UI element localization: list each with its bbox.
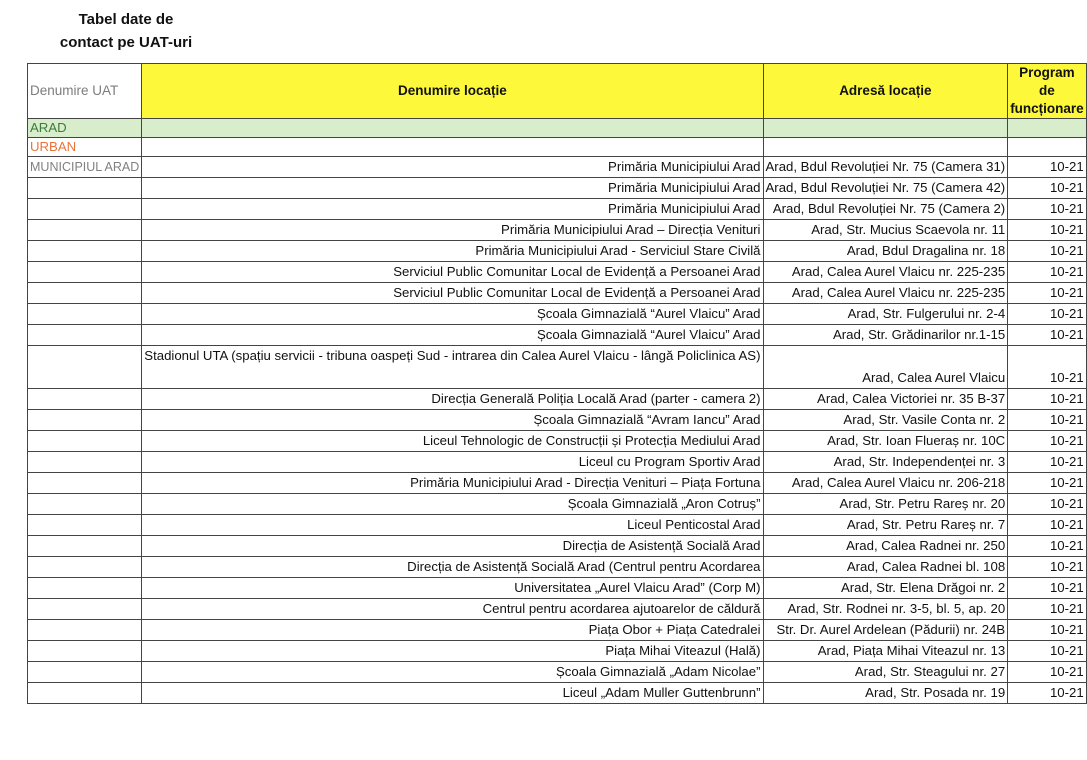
program-cell: 10-21	[1008, 262, 1087, 283]
address-cell: Arad, Str. Rodnei nr. 3-5, bl. 5, ap. 20	[763, 599, 1008, 620]
program-cell: 10-21	[1008, 599, 1087, 620]
location-cell: Școala Gimnazială “Avram Iancu” Arad	[142, 410, 763, 431]
program-cell: 10-21	[1008, 241, 1087, 262]
program-cell: 10-21	[1008, 620, 1087, 641]
uat-cell	[28, 557, 142, 578]
program-cell: 10-21	[1008, 515, 1087, 536]
location-cell: Piața Mihai Viteazul (Hală)	[142, 641, 763, 662]
address-cell: Arad, Calea Radnei bl. 108	[763, 557, 1008, 578]
address-cell: Arad, Str. Posada nr. 19	[763, 683, 1008, 704]
document-title-line-1: Tabel date de	[78, 11, 174, 28]
uat-cell	[28, 304, 142, 325]
address-cell: Arad, Str. Steagului nr. 27	[763, 662, 1008, 683]
county-label: ARAD	[28, 119, 142, 138]
urban-label: URBAN	[28, 138, 142, 157]
address-cell: Arad, Bdul Revoluției Nr. 75 (Camera 2)	[763, 199, 1008, 220]
table-row	[28, 283, 1087, 304]
location-cell: Liceul „Adam Muller Guttenbrunn”	[142, 683, 763, 704]
address-cell: Arad, Calea Radnei nr. 250	[763, 536, 1008, 557]
table-row	[28, 452, 1087, 473]
program-cell: 10-21	[1008, 325, 1087, 346]
table-row	[28, 599, 1087, 620]
program-cell: 10-21	[1008, 641, 1087, 662]
location-cell: Școala Gimnazială „Aron Cotruș”	[142, 494, 763, 515]
table-row	[28, 473, 1087, 494]
uat-cell	[28, 578, 142, 599]
uat-cell	[28, 473, 142, 494]
address-cell: Arad, Calea Aurel Vlaicu nr. 225-235	[763, 262, 1008, 283]
uat-cell	[28, 283, 142, 304]
table-row	[28, 157, 1087, 178]
address-cell: Str. Dr. Aurel Ardelean (Pădurii) nr. 24B	[763, 620, 1008, 641]
address-cell: Arad, Calea Aurel Vlaicu nr. 206-218	[763, 473, 1008, 494]
location-cell: Primăria Municipiului Arad	[142, 178, 763, 199]
table-row	[28, 557, 1087, 578]
uat-cell	[28, 410, 142, 431]
location-cell: Școala Gimnazială “Aurel Vlaicu” Arad	[142, 304, 763, 325]
address-cell: Arad, Calea Aurel Vlaicu nr. 225-235	[763, 283, 1008, 304]
uat-cell	[28, 346, 142, 389]
location-cell: Școala Gimnazială „Adam Nicolae”	[142, 662, 763, 683]
uat-cell	[28, 431, 142, 452]
table-row	[28, 410, 1087, 431]
program-cell: 10-21	[1008, 452, 1087, 473]
location-cell: Liceul Tehnologic de Construcții și Protecția Mediului Arad	[142, 431, 763, 452]
program-cell: 10-21	[1008, 346, 1087, 389]
urban-row	[28, 138, 1087, 157]
address-cell: Arad, Str. Independenței nr. 3	[763, 452, 1008, 473]
header-location: Denumire locație	[142, 64, 763, 119]
table-row	[28, 641, 1087, 662]
table-row	[28, 346, 1087, 389]
header-program: Program de funcționare	[1008, 64, 1087, 119]
uat-cell	[28, 220, 142, 241]
location-cell: Primăria Municipiului Arad	[142, 199, 763, 220]
document-title-line-2: contact pe UAT-uri	[59, 34, 193, 51]
address-cell: Arad, Calea Victoriei nr. 35 B-37	[763, 389, 1008, 410]
uat-cell	[28, 241, 142, 262]
location-cell: Primăria Municipiului Arad	[142, 157, 763, 178]
address-cell: Arad, Str. Vasile Conta nr. 2	[763, 410, 1008, 431]
location-cell: Serviciul Public Comunitar Local de Evidență a Persoanei Arad	[142, 283, 763, 304]
table-row	[28, 389, 1087, 410]
location-cell: Direcția Generală Poliția Locală Arad (parter - camera 2)	[142, 389, 763, 410]
location-cell: Liceul Penticostal Arad	[142, 515, 763, 536]
table-row	[28, 325, 1087, 346]
location-cell: Primăria Municipiului Arad - Serviciul Stare Civilă	[142, 241, 763, 262]
table-row	[28, 683, 1087, 704]
location-cell: Centrul pentru acordarea ajutoarelor de căldură	[142, 599, 763, 620]
address-cell: Arad, Calea Aurel Vlaicu	[763, 346, 1008, 389]
uat-cell	[28, 494, 142, 515]
address-cell: Arad, Bdul Revoluției Nr. 75 (Camera 42)	[763, 178, 1008, 199]
location-cell: Direcția de Asistență Socială Arad (Centrul pentru Acordarea	[142, 557, 763, 578]
table-row	[28, 304, 1087, 325]
location-cell: Primăria Municipiului Arad – Direcția Venituri	[142, 220, 763, 241]
location-cell: Universitatea „Aurel Vlaicu Arad” (Corp M)	[142, 578, 763, 599]
uat-cell	[28, 536, 142, 557]
program-cell: 10-21	[1008, 557, 1087, 578]
uat-cell	[28, 662, 142, 683]
address-cell: Arad, Bdul Revoluției Nr. 75 (Camera 31)	[763, 157, 1008, 178]
table-body	[28, 119, 1087, 704]
header-uat: Denumire UAT	[28, 64, 142, 119]
uat-cell	[28, 641, 142, 662]
uat-cell	[28, 599, 142, 620]
location-cell: Școala Gimnazială “Aurel Vlaicu” Arad	[142, 325, 763, 346]
county-row	[28, 119, 1087, 138]
contact-table	[27, 63, 1087, 704]
header-row	[28, 64, 1087, 119]
address-cell: Arad, Piața Mihai Viteazul nr. 13	[763, 641, 1008, 662]
uat-cell	[28, 452, 142, 473]
table-row	[28, 431, 1087, 452]
program-cell: 10-21	[1008, 536, 1087, 557]
address-cell: Arad, Str. Petru Rareș nr. 20	[763, 494, 1008, 515]
table-row	[28, 199, 1087, 220]
uat-cell	[28, 515, 142, 536]
program-cell: 10-21	[1008, 683, 1087, 704]
uat-cell	[28, 325, 142, 346]
uat-cell	[28, 199, 142, 220]
program-cell: 10-21	[1008, 389, 1087, 410]
program-cell: 10-21	[1008, 199, 1087, 220]
program-cell: 10-21	[1008, 662, 1087, 683]
program-cell: 10-21	[1008, 431, 1087, 452]
program-cell: 10-21	[1008, 494, 1087, 515]
document-title	[36, 8, 216, 54]
uat-cell	[28, 620, 142, 641]
address-cell: Arad, Str. Elena Drăgoi nr. 2	[763, 578, 1008, 599]
program-cell: 10-21	[1008, 283, 1087, 304]
uat-cell: MUNICIPIUL ARAD	[28, 157, 142, 178]
table-row	[28, 220, 1087, 241]
location-cell: Serviciul Public Comunitar Local de Evidență a Persoanei Arad	[142, 262, 763, 283]
uat-cell	[28, 178, 142, 199]
program-cell: 10-21	[1008, 578, 1087, 599]
table-row	[28, 662, 1087, 683]
uat-cell	[28, 262, 142, 283]
location-cell: Primăria Municipiului Arad - Direcția Venituri – Piața Fortuna	[142, 473, 763, 494]
address-cell: Arad, Str. Petru Rareș nr. 7	[763, 515, 1008, 536]
table-row	[28, 178, 1087, 199]
table-row	[28, 262, 1087, 283]
address-cell: Arad, Bdul Dragalina nr. 18	[763, 241, 1008, 262]
table-row	[28, 515, 1087, 536]
uat-cell	[28, 683, 142, 704]
program-cell: 10-21	[1008, 220, 1087, 241]
table-row	[28, 578, 1087, 599]
table-row	[28, 620, 1087, 641]
header-address: Adresă locație	[763, 64, 1008, 119]
uat-cell	[28, 389, 142, 410]
address-cell: Arad, Str. Grădinarilor nr.1-15	[763, 325, 1008, 346]
location-cell: Piața Obor + Piața Catedralei	[142, 620, 763, 641]
address-cell: Arad, Str. Fulgerului nr. 2-4	[763, 304, 1008, 325]
program-cell: 10-21	[1008, 304, 1087, 325]
program-cell: 10-21	[1008, 178, 1087, 199]
location-cell: Liceul cu Program Sportiv Arad	[142, 452, 763, 473]
table-row	[28, 494, 1087, 515]
table-row	[28, 241, 1087, 262]
table-row	[28, 536, 1087, 557]
address-cell: Arad, Str. Mucius Scaevola nr. 11	[763, 220, 1008, 241]
address-cell: Arad, Str. Ioan Flueraș nr. 10C	[763, 431, 1008, 452]
program-cell: 10-21	[1008, 410, 1087, 431]
location-cell: Stadionul UTA (spațiu servicii - tribuna oaspeți Sud - intrarea din Calea Aurel Vlaicu - lângă Policlinica AS)	[142, 346, 763, 389]
location-cell: Direcția de Asistență Socială Arad	[142, 536, 763, 557]
program-cell: 10-21	[1008, 473, 1087, 494]
program-cell: 10-21	[1008, 157, 1087, 178]
